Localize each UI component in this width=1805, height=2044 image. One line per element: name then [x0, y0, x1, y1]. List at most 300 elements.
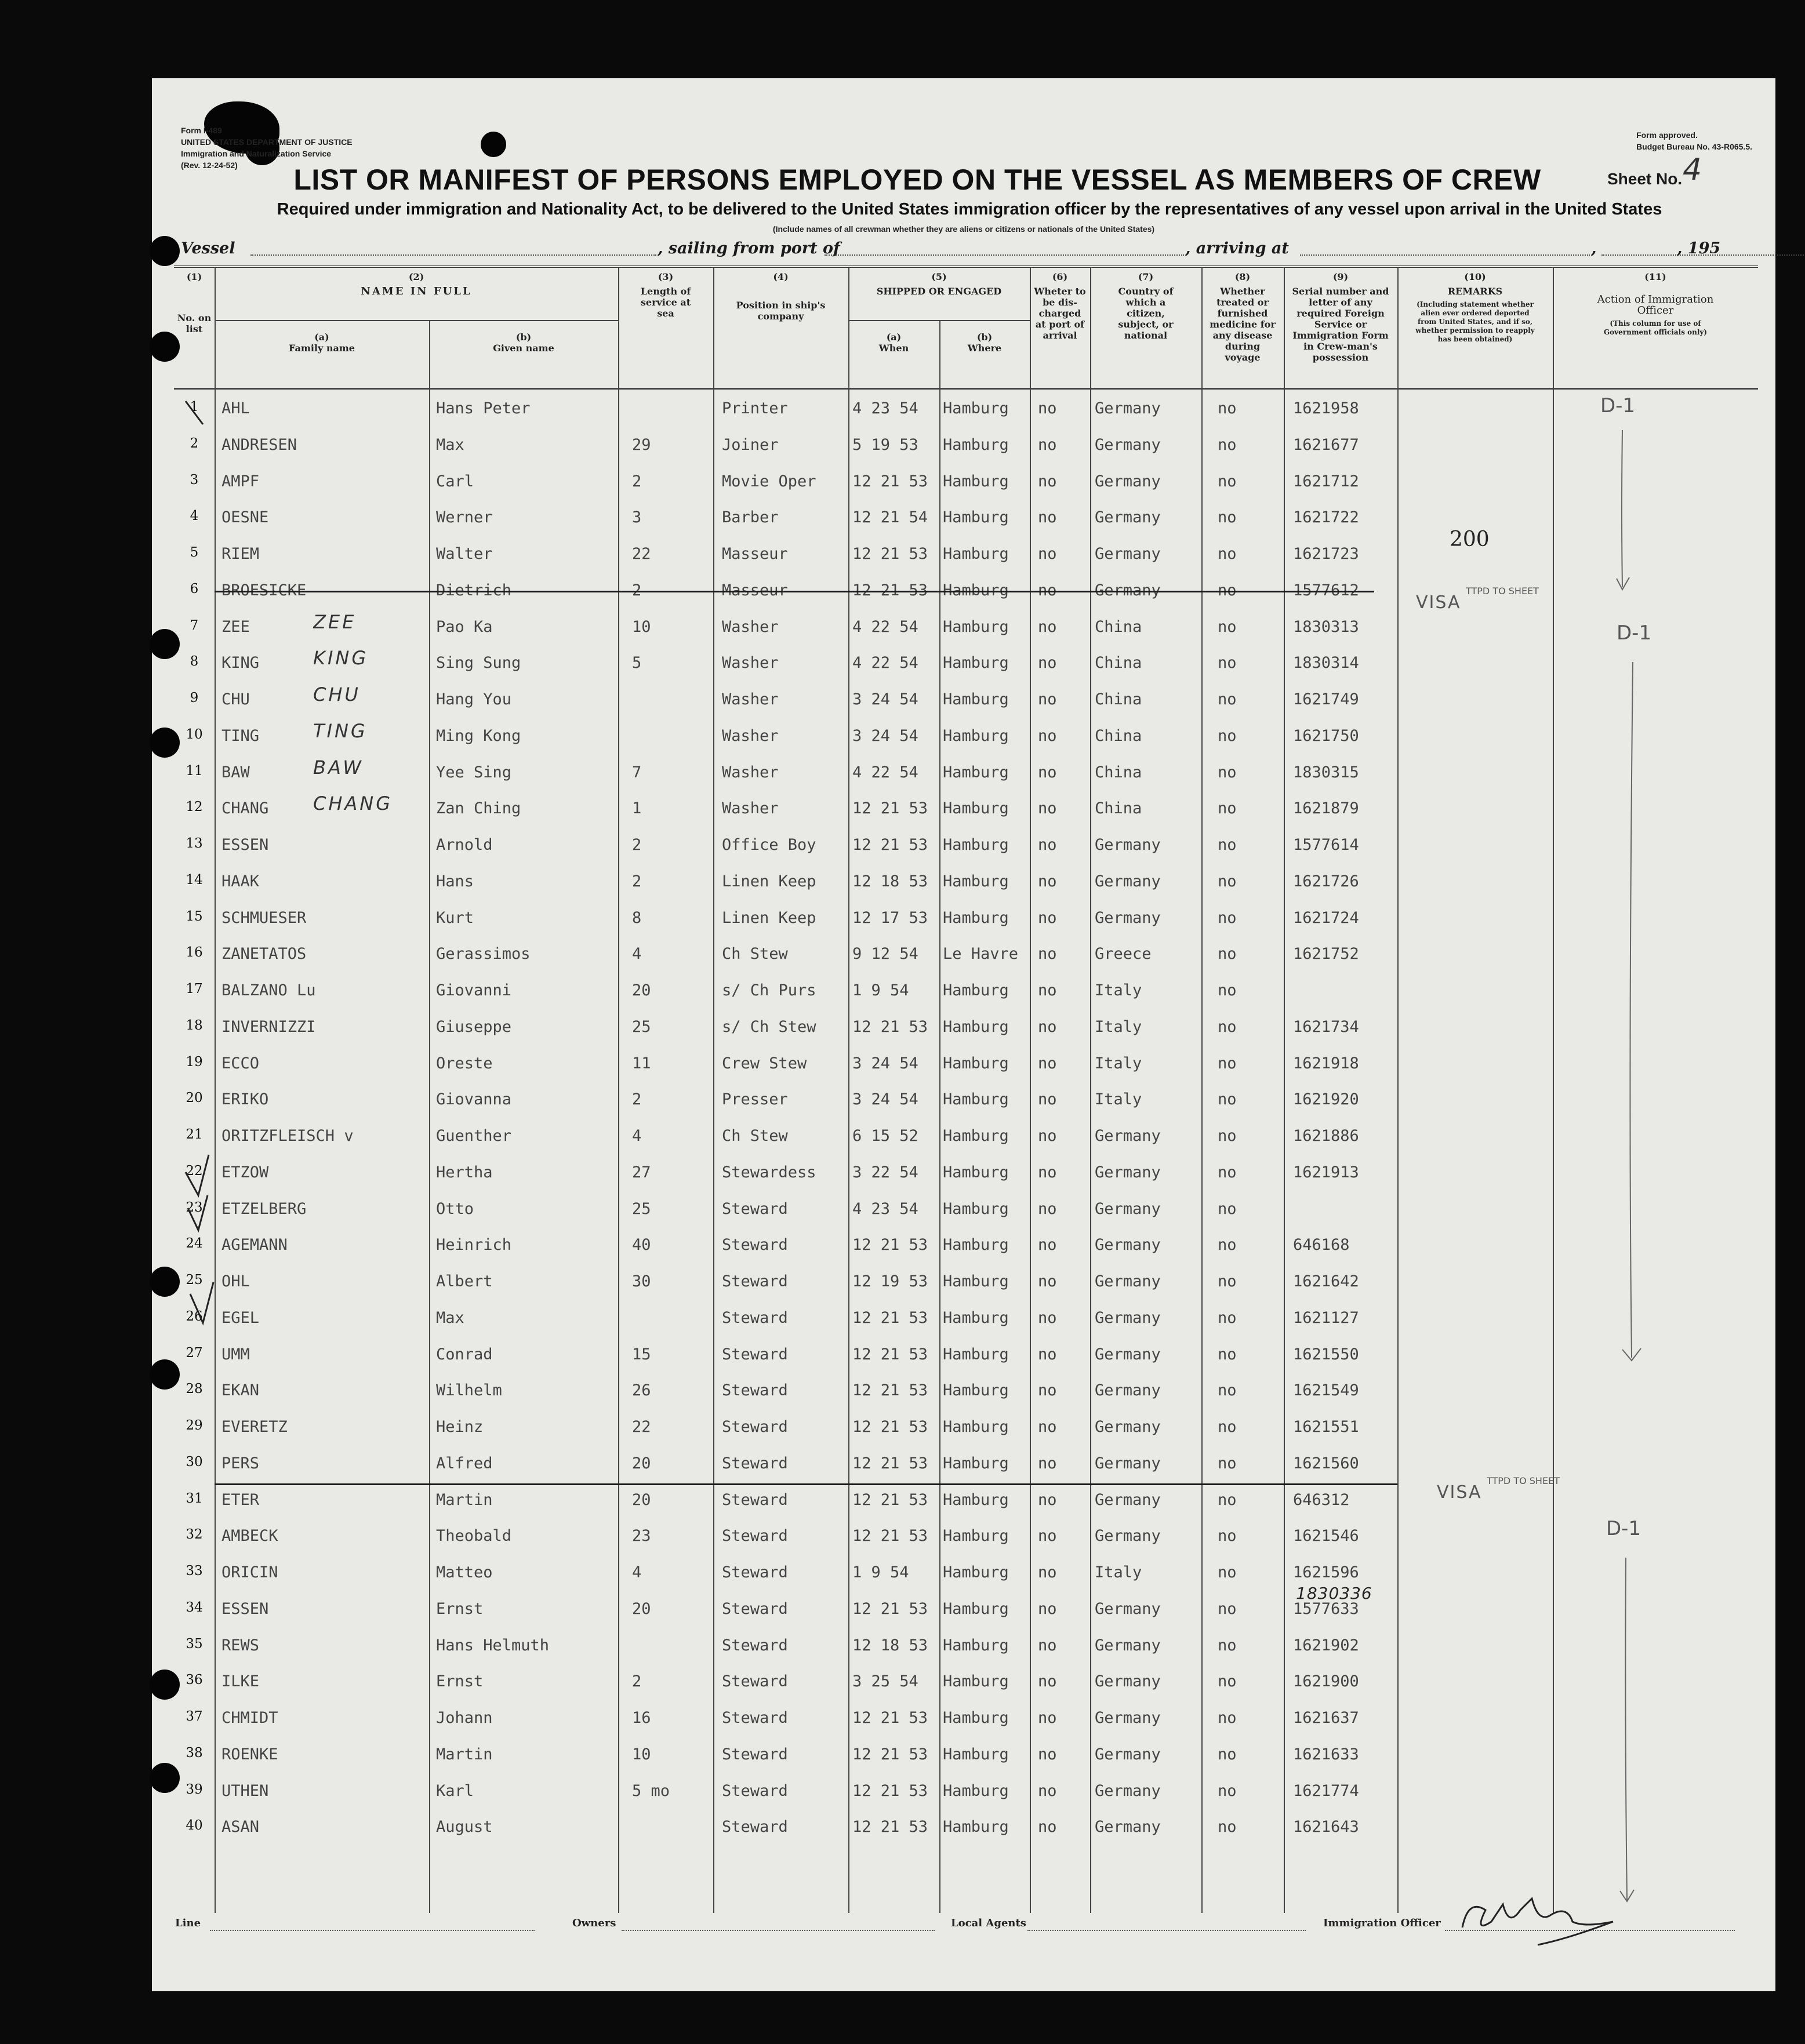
treated: no [1218, 1418, 1237, 1436]
agents-field[interactable] [1027, 1930, 1306, 1931]
treated: no [1218, 581, 1237, 599]
given-name: Heinz [436, 1418, 484, 1436]
family-name: PERS [221, 1454, 260, 1472]
service-length: 4 [632, 945, 642, 963]
country: China [1095, 690, 1142, 708]
col-2b-number: (b) [515, 332, 532, 343]
col-11-label: Action of Immigration Officer [1597, 293, 1714, 317]
country: Germany [1095, 908, 1161, 927]
service-length: 1 [632, 799, 642, 818]
country: Germany [1095, 435, 1161, 454]
position: Steward [722, 1418, 788, 1436]
service-length: 4 [632, 1127, 642, 1145]
discharged: no [1038, 1017, 1057, 1036]
family-name: ETER [221, 1490, 260, 1509]
check-mark [186, 401, 203, 424]
row-number: 7 [190, 617, 199, 633]
treated: no [1218, 617, 1237, 636]
treated: no [1218, 1308, 1237, 1327]
given-name: Hans Peter [436, 399, 531, 417]
row-number: 18 [186, 1017, 203, 1033]
country: Germany [1095, 1490, 1161, 1509]
service-length: 20 [632, 1490, 651, 1509]
table-row [174, 829, 1397, 865]
handwritten-name-correction: BAW [313, 756, 364, 779]
country: Germany [1095, 1745, 1161, 1763]
serial-number: 1621637 [1293, 1709, 1359, 1727]
treated: no [1218, 399, 1237, 417]
discharged: no [1038, 545, 1057, 563]
service-length: 2 [632, 836, 642, 854]
shipped-where: Hamburg [943, 690, 1009, 708]
country: Italy [1095, 1090, 1142, 1109]
arrow-3 [1625, 1558, 1627, 1900]
treated: no [1218, 1563, 1237, 1581]
serial-number: 1621722 [1293, 508, 1359, 527]
serial-number: 1830314 [1293, 654, 1359, 672]
country: Italy [1095, 1017, 1142, 1036]
col-3-label: Length of service at sea [640, 286, 691, 319]
given-name: Zan Ching [436, 799, 521, 818]
footer-owners-label: Owners [572, 1917, 616, 1929]
family-name: ASAN [221, 1818, 260, 1836]
serial-number: 1621752 [1293, 945, 1359, 963]
row-number: 6 [190, 581, 199, 597]
family-name: OHL [221, 1272, 250, 1290]
discharged: no [1038, 1672, 1057, 1691]
discharged: no [1038, 945, 1057, 963]
shipped-where: Hamburg [943, 1781, 1009, 1800]
remark-row-2: 200 [1450, 528, 1490, 551]
row-number: 34 [186, 1599, 203, 1615]
position: Steward [722, 1672, 788, 1691]
service-length: 20 [632, 1454, 651, 1472]
col-5-label: SHIPPED OR ENGAGED [876, 286, 1002, 297]
position: Washer [722, 654, 779, 672]
service-length: 15 [632, 1345, 651, 1363]
serial-number: 1621643 [1293, 1818, 1359, 1836]
signature-stroke [1462, 1898, 1613, 1945]
row-number: 36 [186, 1672, 203, 1688]
table-row [174, 1120, 1397, 1156]
family-name: INVERNIZZI [221, 1017, 316, 1036]
country: Italy [1095, 981, 1142, 999]
name-subheader-rule [215, 320, 618, 321]
discharged: no [1038, 1709, 1057, 1727]
table-row [174, 1011, 1397, 1047]
position: Printer [722, 399, 788, 417]
position: Steward [722, 1199, 788, 1218]
shipped-when: 4 23 54 [852, 399, 918, 417]
shipped-where: Hamburg [943, 981, 1009, 999]
service-length: 5 mo [632, 1781, 670, 1800]
service-name: Immigration and Naturalization Service [181, 149, 332, 158]
serial-number: 1577612 [1293, 581, 1359, 599]
service-length: 23 [632, 1527, 651, 1545]
position: Steward [722, 1236, 788, 1254]
treated: no [1218, 1017, 1237, 1036]
family-name: AMBECK [221, 1527, 278, 1545]
shipped-where: Hamburg [943, 1345, 1009, 1363]
action-arrows [1553, 268, 1758, 1913]
treated: no [1218, 654, 1237, 672]
country: Germany [1095, 508, 1161, 527]
position: Linen Keep [722, 908, 816, 927]
handwritten-name-correction: CHU [313, 683, 361, 705]
position: Masseur [722, 581, 788, 599]
header-col-2 [215, 268, 618, 320]
treated: no [1218, 508, 1237, 527]
row-number: 14 [186, 872, 203, 888]
header-col-5 [848, 268, 1030, 320]
owners-field[interactable] [622, 1930, 935, 1931]
shipped-when: 4 22 54 [852, 763, 918, 781]
header-col-2a [215, 332, 429, 384]
table-row [174, 1739, 1397, 1774]
given-name: Karl [436, 1781, 474, 1800]
discharged: no [1038, 690, 1057, 708]
country: Germany [1095, 545, 1161, 563]
treated: no [1218, 1054, 1237, 1072]
discharged: no [1038, 1527, 1057, 1545]
discharged: no [1038, 581, 1057, 599]
discharged: no [1038, 1090, 1057, 1109]
shipped-where: Hamburg [943, 908, 1009, 927]
form-number: Form I-489 [181, 126, 222, 135]
position: Steward [722, 1709, 788, 1727]
treated: no [1218, 836, 1237, 854]
discharged: no [1038, 981, 1057, 999]
family-name: EGEL [221, 1308, 260, 1327]
service-length: 29 [632, 435, 651, 454]
shipped-where: Hamburg [943, 1745, 1009, 1763]
page-title: LIST OR MANIFEST OF PERSONS EMPLOYED ON THE VESSEL AS MEMBERS OF CREW [293, 163, 1541, 196]
shipped-when: 3 22 54 [852, 1163, 918, 1181]
position: Barber [722, 508, 779, 527]
crew-manifest-table [174, 265, 1758, 1913]
serial-number: 1621642 [1293, 1272, 1359, 1290]
shipped-when: 12 21 53 [852, 799, 928, 818]
handwritten-name-correction: TING [313, 719, 368, 742]
budget-bureau-number: Budget Bureau No. 43-R065.5. [1636, 142, 1752, 151]
row-number: 35 [186, 1636, 203, 1652]
shipped-where: Hamburg [943, 654, 1009, 672]
table-row [174, 1556, 1397, 1592]
header-rule [174, 388, 1758, 390]
treated: no [1218, 1709, 1237, 1727]
sheet-number-label: Sheet No. [1607, 170, 1683, 188]
discharged: no [1038, 836, 1057, 854]
shipped-when: 12 21 53 [852, 1709, 928, 1727]
row-number: 8 [190, 654, 199, 670]
col-1-label: No. on list [177, 312, 212, 334]
shipped-where: Hamburg [943, 581, 1009, 599]
header-col-4 [713, 268, 848, 388]
header-col-8 [1201, 268, 1284, 388]
position: Steward [722, 1599, 788, 1618]
row-number: 38 [186, 1745, 203, 1761]
serial-number: 1621900 [1293, 1672, 1359, 1691]
given-name: Oreste [436, 1054, 493, 1072]
table-row [174, 938, 1397, 974]
shipped-when: 12 21 53 [852, 836, 928, 854]
header-col-7 [1090, 268, 1201, 388]
discharged: no [1038, 1636, 1057, 1654]
table-row [174, 1447, 1397, 1483]
row-number: 19 [186, 1054, 203, 1070]
position: Washer [722, 726, 779, 745]
table-row [174, 1048, 1397, 1083]
shipped-where: Hamburg [943, 508, 1009, 527]
given-name: Yee Sing [436, 763, 512, 781]
row-number: 37 [186, 1709, 203, 1724]
shipped-where: Hamburg [943, 1127, 1009, 1145]
family-name: CHU [221, 690, 250, 708]
serial-number: 1621712 [1293, 472, 1359, 490]
shipped-where: Hamburg [943, 1490, 1009, 1509]
service-length: 7 [632, 763, 642, 781]
shipped-when: 3 24 54 [852, 690, 918, 708]
year-label: , 195 [1677, 239, 1721, 257]
country: Greece [1095, 945, 1152, 963]
country: Germany [1095, 836, 1161, 854]
shipped-when: 12 21 53 [852, 1236, 928, 1254]
shipped-where: Hamburg [943, 1199, 1009, 1218]
shipped-when: 9 12 54 [852, 945, 918, 963]
row-number: 2 [190, 435, 199, 451]
shipped-when: 4 23 54 [852, 1199, 918, 1218]
position: Steward [722, 1308, 788, 1327]
family-name: EVERETZ [221, 1418, 288, 1436]
service-length: 3 [632, 508, 642, 527]
row-number: 5 [190, 545, 199, 560]
col-2a-label: Family name [289, 343, 355, 354]
country: Germany [1095, 1199, 1161, 1218]
service-length: 2 [632, 472, 642, 490]
col-6-label: Wheter to be dis-charged at port of arrival [1034, 286, 1086, 341]
row-number: 23 [186, 1199, 203, 1215]
table-row [174, 1265, 1397, 1301]
serial-number: 1621550 [1293, 1345, 1359, 1363]
shipped-when: 3 24 54 [852, 1054, 918, 1072]
officer-signature [1451, 1887, 1625, 1951]
treated: no [1218, 872, 1237, 890]
position: Steward [722, 1381, 788, 1400]
shipped-where: Hamburg [943, 1090, 1009, 1109]
shipped-when: 4 22 54 [852, 654, 918, 672]
country: Germany [1095, 1709, 1161, 1727]
table-row [174, 1083, 1397, 1119]
service-length: 25 [632, 1199, 651, 1218]
serial-number: 1621127 [1293, 1308, 1359, 1327]
header-col-9 [1284, 268, 1397, 388]
action-row-1: D-1 [1600, 394, 1636, 417]
position: s/ Ch Purs [722, 981, 816, 999]
country: Germany [1095, 1163, 1161, 1181]
country: Italy [1095, 1054, 1142, 1072]
shipped-where: Hamburg [943, 1527, 1009, 1545]
serial-number: 1830313 [1293, 617, 1359, 636]
discharged: no [1038, 1272, 1057, 1290]
vessel-label: Vessel [181, 239, 235, 257]
treated: no [1218, 1345, 1237, 1363]
discharged: no [1038, 1381, 1057, 1400]
family-name: ESSEN [221, 1599, 269, 1618]
shipped-where: Hamburg [943, 545, 1009, 563]
given-name: Hans [436, 872, 474, 890]
shipped-when: 4 22 54 [852, 617, 918, 636]
row-number: 27 [186, 1345, 203, 1361]
position: Steward [722, 1272, 788, 1290]
family-name: ETZOW [221, 1163, 269, 1181]
given-name: Ernst [436, 1599, 484, 1618]
table-row [174, 1665, 1397, 1701]
family-name: HAAK [221, 872, 260, 890]
sailing-port-field[interactable] [825, 254, 1184, 256]
row-number: 40 [186, 1818, 203, 1834]
shipped-where: Hamburg [943, 1454, 1009, 1472]
arriving-port-field[interactable] [1300, 254, 1590, 256]
given-name: Pao Ka [436, 617, 493, 636]
position: Steward [722, 1563, 788, 1581]
row-number: 17 [186, 981, 203, 996]
row-number: 4 [190, 508, 199, 524]
treated: no [1218, 1527, 1237, 1545]
serial-number: 1621920 [1293, 1090, 1359, 1109]
header-col-5b [939, 332, 1030, 384]
treated: no [1218, 1090, 1237, 1109]
shipped-when: 12 19 53 [852, 1272, 928, 1290]
vessel-field[interactable] [250, 254, 656, 256]
page-subtitle: Required under immigration and Nationality Act, to be delivered to the United States immigration officer by the representatives of any vessel upon arrival in the United States [277, 200, 1662, 219]
strike-row-6 [215, 591, 1374, 592]
country: Germany [1095, 1127, 1161, 1145]
position: Washer [722, 617, 779, 636]
position: Steward [722, 1636, 788, 1654]
family-name: EKAN [221, 1381, 260, 1400]
position: Crew Stew [722, 1054, 807, 1072]
discharged: no [1038, 908, 1057, 927]
family-name: UTHEN [221, 1781, 269, 1800]
position: Steward [722, 1818, 788, 1836]
treated: no [1218, 763, 1237, 781]
col-4-number: (4) [773, 271, 789, 282]
treated: no [1218, 690, 1237, 708]
row-number: 29 [186, 1418, 203, 1433]
given-name: Ming Kong [436, 726, 521, 745]
given-name: Wilhelm [436, 1381, 502, 1400]
line-field[interactable] [210, 1930, 535, 1931]
discharged: no [1038, 1054, 1057, 1072]
given-name: Dietrich [436, 581, 512, 599]
table-row [174, 757, 1397, 792]
given-name: Otto [436, 1199, 474, 1218]
check-marks [162, 384, 226, 1913]
col-7-number: (7) [1138, 271, 1154, 282]
position: Steward [722, 1345, 788, 1363]
service-length: 22 [632, 1418, 651, 1436]
shipped-where: Hamburg [943, 836, 1009, 854]
given-name: Guenther [436, 1127, 512, 1145]
shipped-where: Hamburg [943, 726, 1009, 745]
shipped-where: Hamburg [943, 1054, 1009, 1072]
row-number: 22 [186, 1163, 203, 1179]
family-name: ROENKE [221, 1745, 278, 1763]
treated: no [1218, 945, 1237, 963]
family-name: CHMIDT [221, 1709, 278, 1727]
family-name: ETZELBERG [221, 1199, 307, 1218]
serial-number: 1621958 [1293, 399, 1359, 417]
position: Steward [722, 1745, 788, 1763]
discharged: no [1038, 435, 1057, 454]
family-name: KING [221, 654, 260, 672]
col-2-number: (2) [408, 271, 424, 282]
shipped-when: 12 21 53 [852, 1818, 928, 1836]
service-length: 16 [632, 1709, 651, 1727]
serial-number: 1621677 [1293, 435, 1359, 454]
serial-number: 1621879 [1293, 799, 1359, 818]
given-name: Kurt [436, 908, 474, 927]
remark-row-6-note: TTPD TO SHEET [1466, 585, 1539, 597]
country: China [1095, 654, 1142, 672]
handwritten-name-correction: KING [313, 647, 369, 670]
country: Germany [1095, 1454, 1161, 1472]
row-number: 32 [186, 1527, 203, 1543]
discharged: no [1038, 399, 1057, 417]
table-row [174, 1583, 1397, 1629]
arrow-2 [1630, 662, 1633, 1358]
country: China [1095, 617, 1142, 636]
treated: no [1218, 1236, 1237, 1254]
position: Steward [722, 1781, 788, 1800]
given-name: Conrad [436, 1345, 493, 1363]
country: Germany [1095, 1345, 1161, 1363]
country: China [1095, 763, 1142, 781]
family-name: TING [221, 726, 260, 745]
position: Presser [722, 1090, 788, 1109]
vessel-line [169, 239, 1775, 263]
position: Steward [722, 1527, 788, 1545]
table-row [174, 1630, 1397, 1665]
service-length: 27 [632, 1163, 651, 1181]
discharged: no [1038, 1345, 1057, 1363]
given-name: Carl [436, 472, 474, 490]
given-name: Ernst [436, 1672, 484, 1691]
shipped-when: 3 24 54 [852, 1090, 918, 1109]
country: Germany [1095, 1236, 1161, 1254]
country: China [1095, 726, 1142, 745]
remark-row-26-note: TTPD TO SHEET [1487, 1475, 1560, 1486]
table-row [174, 1339, 1397, 1374]
row-number: 16 [186, 945, 203, 961]
service-length: 5 [632, 654, 642, 672]
header-col-2b [429, 332, 618, 384]
discharged: no [1038, 799, 1057, 818]
shipped-when: 12 18 53 [852, 1636, 928, 1654]
discharged: no [1038, 763, 1057, 781]
given-name: Hertha [436, 1163, 493, 1181]
serial-number: 1621902 [1293, 1636, 1359, 1654]
shipped-when: 12 21 53 [852, 1454, 928, 1472]
serial-number: 1621749 [1293, 690, 1359, 708]
given-name: Giovanna [436, 1090, 512, 1109]
family-name: BALZANO Lu [221, 981, 316, 999]
arriving-label: , arriving at [1185, 239, 1289, 257]
service-length: 30 [632, 1272, 651, 1290]
given-name: Martin [436, 1490, 493, 1509]
shipped-where: Hamburg [943, 472, 1009, 490]
given-name: Gerassimos [436, 945, 531, 963]
